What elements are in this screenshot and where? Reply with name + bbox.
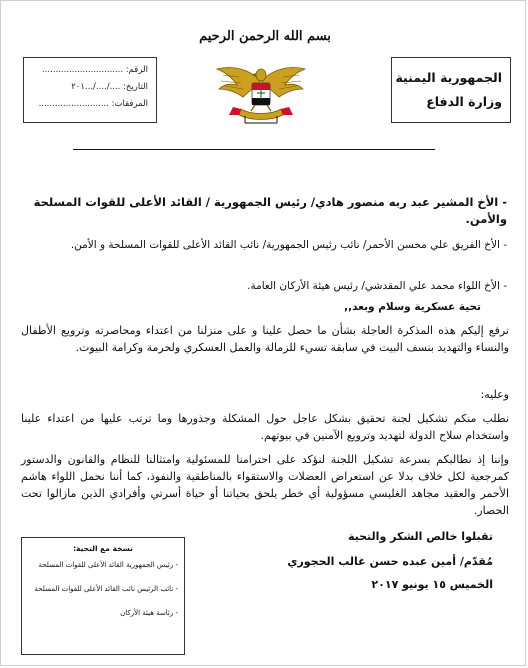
cc-title: نسخة مع التحية: [73, 544, 133, 553]
ministry-box [391, 57, 511, 123]
letter-date: الخميس ١٥ يونيو ٢٠١٧ [371, 578, 493, 591]
closing-thanks: تقبلوا خالص الشكر والتحية [347, 530, 493, 543]
header-divider [73, 149, 435, 150]
reference-box [23, 57, 157, 123]
body-paragraph-1: نرفع إليكم هذه المذكرة العاجلة بشأن ما حصل علينا و على منزلنا من اعتداء ومحاصرته وترويع الأطفال والنساء والتهديد بنسف البيت في سابقة تسيء للزمالة والعمل العسكري ولحرمة وكرامة البيوت. [21, 324, 509, 354]
basmala-heading: بسم الله الرحمن الرحيم [199, 29, 331, 44]
country-name: الجمهورية اليمنية [395, 70, 502, 85]
addressee-chief-of-staff: - الأخ اللواء محمد علي المقدشي/ رئيس هيئة الأركان العامة. [247, 280, 507, 292]
therefore-label: وعليه: [480, 388, 509, 401]
cc-box [21, 537, 185, 655]
greeting: تحية عسكرية وسلام وبعد,, [344, 301, 481, 313]
attachments-field: المرفقات: .......................... [38, 99, 148, 109]
addressee-president: - الأخ المشير عبد ربه منصور هادي/ رئيس الجمهورية / القائد الأعلى للقوات المسلحة والأمن. [33, 195, 507, 226]
date-field: التاريخ: ..../..../...٢٠١ [71, 82, 148, 92]
body-paragraph-3: وإننا إذ نطالبكم بسرعة تشكيل اللجنة لنؤكد على احترامنا للمسئولية وامتثالنا للنظام والقانون والدستور كمرجعية لكل خلاف بدلا عن استعراض العضلات والاستقواء بالمناطقية والنفوذ، كما أننا نحمل اللواء هاشم الأحمر والعقيد مجاهد الغليسي مسؤولية أي خطر يلحق بحياتنا أو حياة أسرتي وأفرادي الذين مازالوا تحت الحصار. [21, 453, 509, 517]
cc-item-president: - رئيس الجمهورية القائد الأعلى للقوات المسلحة [38, 561, 178, 569]
ministry-name: وزارة الدفاع [426, 94, 502, 109]
cc-item-general-staff: - رئاسة هيئة الأركان [120, 609, 178, 617]
eagle-emblem-icon [211, 53, 311, 131]
addressee-vice-president: - الأخ الفريق علي محسن الأحمر/ نائب رئيس الجمهورية/ نائب القائد الأعلى للقوات المسلحة و الأمن. [70, 239, 507, 251]
body-paragraph-2: نطلب منكم تشكيل لجنة تحقيق بشكل عاجل حول المشكلة وجذورها وما ترتب عليها من اعتداء علينا واستخدام سلاح الدولة لتهديد وترويع الآمنين في بيوتهم. [21, 412, 509, 442]
sender-signature: مُقدّم/ أمين عبده حسن غالب الحجوري [287, 555, 493, 568]
cc-item-vice-president: - نائب الرئيس نائب القائد الأعلى للقوات المسلحة [34, 585, 178, 593]
ref-number-field: الرقم: .............................. [42, 65, 148, 75]
yemen-eagle-emblem [211, 53, 311, 131]
